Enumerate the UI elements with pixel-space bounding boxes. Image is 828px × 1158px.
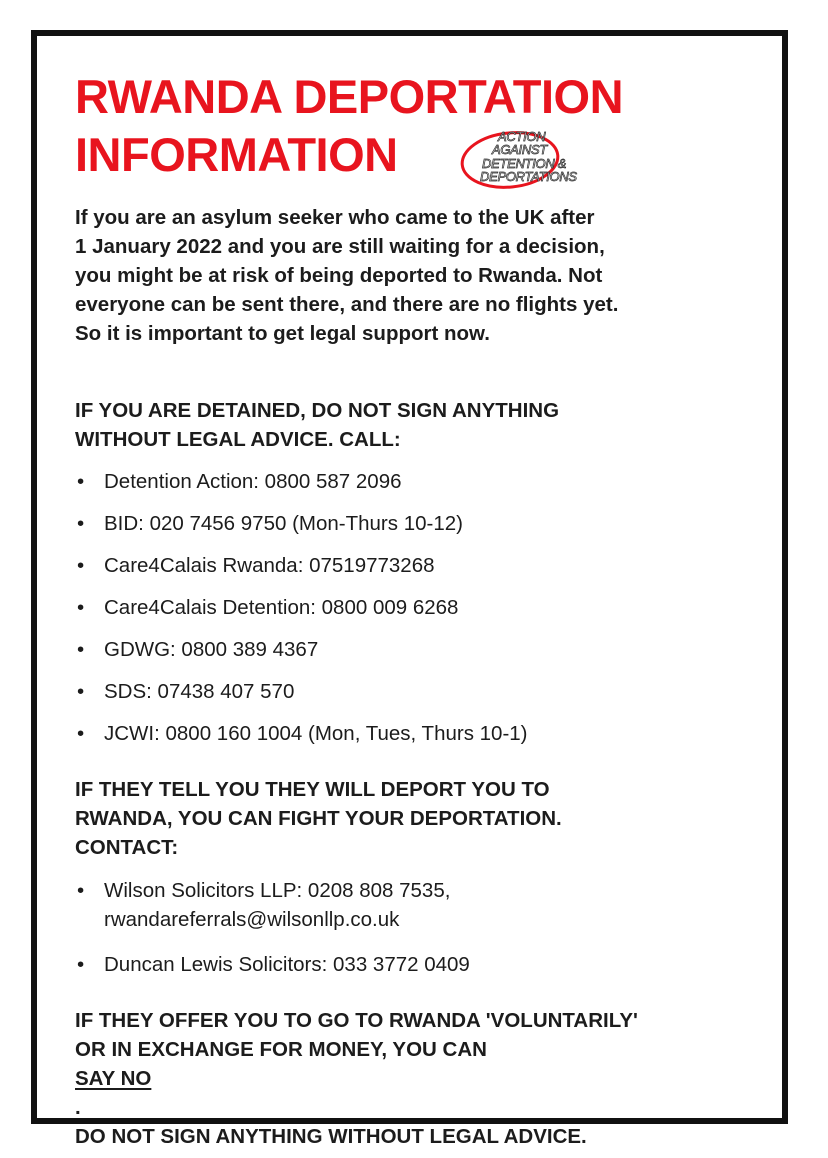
voluntary-line-3: DO NOT SIGN ANYTHING WITHOUT LEGAL ADVICE. — [75, 1125, 587, 1148]
list-item: • GDWG: 0800 389 4367 — [77, 638, 319, 661]
contact-text: SDS: 07438 407 570 — [104, 680, 295, 703]
say-no-emphasis: SAY NO — [75, 1067, 152, 1090]
fight-contact-list — [75, 876, 775, 979]
logo-line-1: ACTION — [498, 129, 546, 144]
contact-text: Detention Action: 0800 587 2096 — [104, 470, 402, 493]
intro-line: you might be at risk of being deported to Rwanda. Not — [75, 264, 603, 287]
contact-text: GDWG: 0800 389 4367 — [104, 638, 319, 661]
intro-paragraph — [75, 203, 775, 348]
title-line-2: INFORMATION — [75, 128, 398, 181]
detained-heading-line-1: IF YOU ARE DETAINED, DO NOT SIGN ANYTHING — [75, 399, 560, 422]
list-item: • Duncan Lewis Solicitors: 033 3772 0409 — [77, 953, 470, 976]
list-item: • JCWI: 0800 160 1004 (Mon, Tues, Thurs 10-1) — [77, 722, 528, 745]
contact-text: Wilson Solicitors LLP: 0208 808 7535, — [104, 879, 451, 902]
title-line-1: RWANDA DEPORTATION — [75, 70, 624, 123]
contact-text: Care4Calais Rwanda: 07519773268 — [104, 554, 435, 577]
fight-heading — [75, 775, 562, 862]
contact-email-link[interactable]: rwandareferrals@wilsonllp.co.uk — [104, 908, 400, 931]
list-item: • Detention Action: 0800 587 2096 — [77, 470, 402, 493]
contact-text: Duncan Lewis Solicitors: 033 3772 0409 — [104, 953, 470, 976]
voluntary-line-1: IF THEY OFFER YOU TO GO TO RWANDA 'VOLUNTARILY' — [75, 1009, 638, 1032]
detained-contact-list — [75, 467, 775, 748]
fight-heading-line-1: IF THEY TELL YOU THEY WILL DEPORT YOU TO — [75, 778, 550, 801]
aadd-logo-icon — [458, 126, 586, 190]
logo-line-3: DETENTION & — [482, 156, 567, 171]
detained-heading — [75, 396, 559, 454]
list-item: • BID: 020 7456 9750 (Mon-Thurs 10-12) — [77, 512, 463, 535]
list-item: • Wilson Solicitors LLP: 0208 808 7535, rwandareferrals@wilsonllp.co.uk — [75, 876, 775, 934]
detained-heading-line-2: WITHOUT LEGAL ADVICE. CALL: — [75, 428, 401, 451]
contact-text: BID: 020 7456 9750 (Mon-Thurs 10-12) — [104, 512, 463, 535]
intro-line: 1 January 2022 and you are still waiting for a decision, — [75, 235, 605, 258]
intro-line: everyone can be sent there, and there are no flights yet. — [75, 293, 619, 316]
fight-heading-line-2: RWANDA, YOU CAN FIGHT YOUR DEPORTATION. — [75, 807, 562, 830]
intro-line: If you are an asylum seeker who came to the UK after — [75, 206, 595, 229]
fight-heading-line-3: CONTACT: — [75, 836, 179, 859]
logo-line-4: DEPORTATIONS — [480, 169, 577, 184]
contact-text: JCWI: 0800 160 1004 (Mon, Tues, Thurs 10-1) — [104, 722, 528, 745]
list-item: • Care4Calais Rwanda: 07519773268 — [77, 554, 435, 577]
list-item: • Care4Calais Detention: 0800 009 6268 — [77, 596, 459, 619]
list-item: • SDS: 07438 407 570 — [77, 680, 295, 703]
voluntary-heading — [75, 1006, 638, 1151]
contact-text: Care4Calais Detention: 0800 009 6268 — [104, 596, 459, 619]
voluntary-line-2: OR IN EXCHANGE FOR MONEY, YOU CAN SAY NO . — [75, 1035, 638, 1122]
intro-line: So it is important to get legal support now. — [75, 322, 490, 345]
logo-line-2: AGAINST — [492, 142, 547, 157]
